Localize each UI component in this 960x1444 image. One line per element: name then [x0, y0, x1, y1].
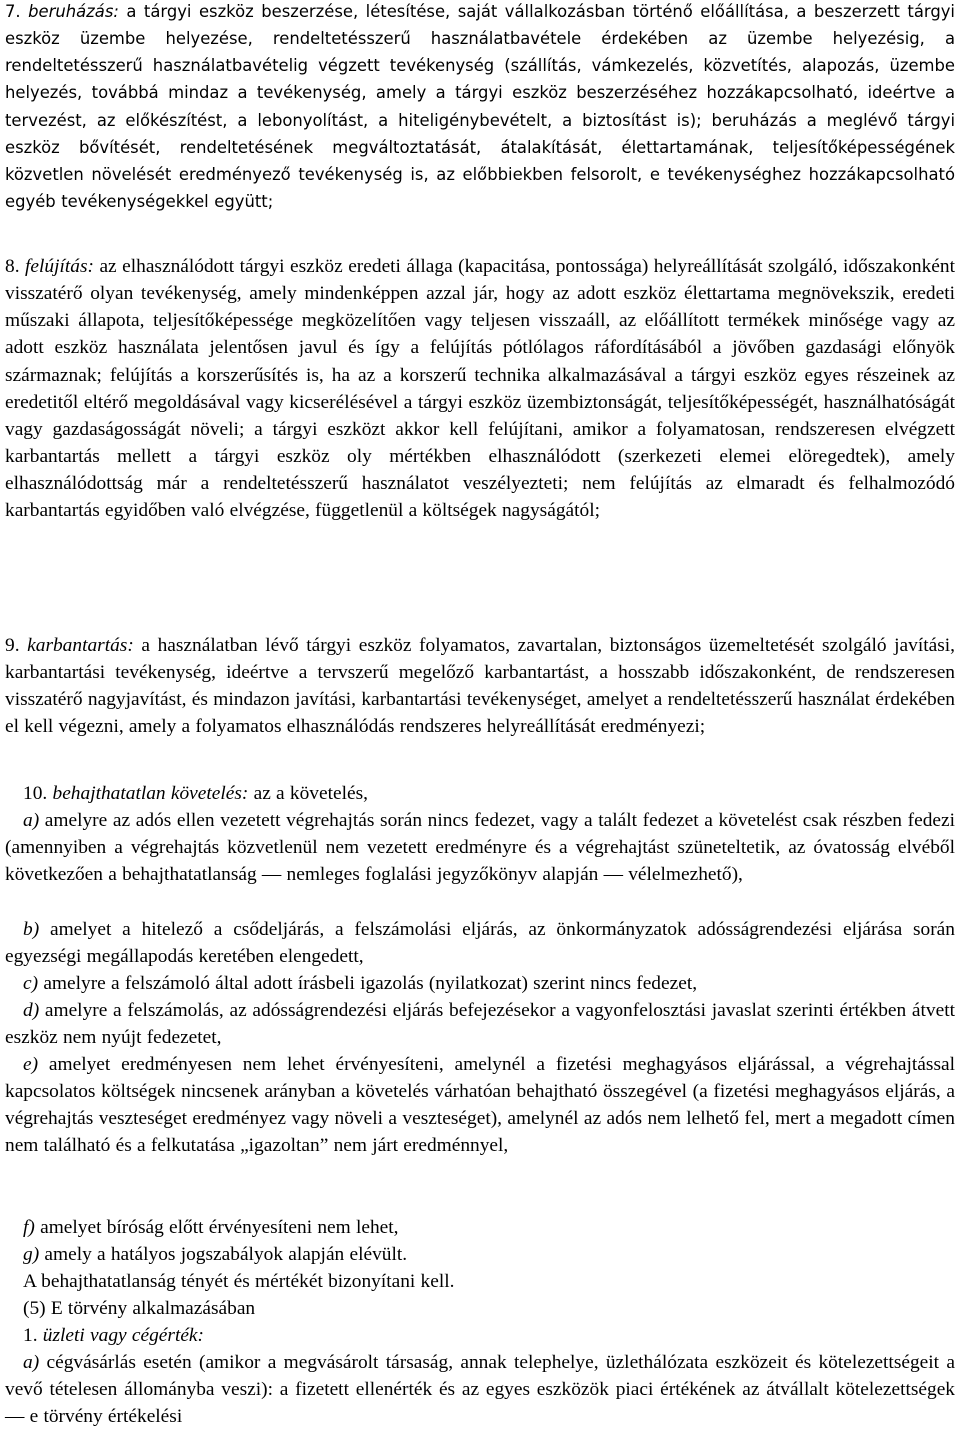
item-10-b [5, 916, 955, 970]
item-10-g-text: amely a hatályos jogszabályok alapján elévült. [44, 1244, 408, 1265]
item-10-b-label: b) [23, 919, 40, 940]
section-5-item-1-a-label: a) [23, 1352, 40, 1373]
item-10-c-label: c) [23, 973, 39, 994]
item-10-closing: A behajthatatlanság tényét és mértékét bizonyítani kell. [23, 1271, 455, 1292]
item-10-d-text: amelyre a felszámolás, az adósságrendezési eljárás befejezésekor a vagyonfelosztási javaslat szerinti értékben átvett eszköz nem nyújt fedezetet, [5, 1000, 955, 1049]
item-10-number: 10. [23, 783, 48, 804]
item-7-paragraph [5, 0, 955, 215]
item-10-f [5, 1214, 955, 1241]
item-10-c-text: amelyre a felszámoló által adott írásbeli igazolás (nyilatkozat) szerint nincs fedezet, [43, 973, 698, 994]
item-8-number: 8. [5, 256, 20, 277]
section-5-item-1-a-text: cégvásárlás esetén (amikor a megvásárolt társaság, annak telephelye, üzlethálózata eszközeit és kötelezettségeit a vevő tételesen állományba veszi): a fizetett ellenérték és az egyes eszközök piaci értékének az átvállalt kötelezettségek — e törvény értékelési [5, 1352, 955, 1428]
item-8-text: az elhasználódott tárgyi eszköz eredeti állaga (kapacitása, pontossága) helyreállítását szolgáló, időszakonként visszatérő olyan tevékenység, amely mindenképpen azzal jár, hogy az adott eszköz élettartama megnövekszik, eredeti műszaki állapota, teljesítőképessége megközelítően vagy teljesen visszaáll, az előállított termékek minősége vagy az adott eszköz használata jelentősen javul és így a felújítás pótlólagos ráfordításából a jövőben gazdasági előnyök származnak; felújítás a korszerűsítés is, ha az a korszerű technika alkalmazásával a tárgyi eszköz egyes részeinek az eredetitől eltérő megoldásával vagy kicserélésével a tárgyi eszköz üzembiztonságát, teljesítőképességét, használhatóságát vagy gazdaságosságát növeli; a tárgyi eszközt akkor kell felújítani, amikor a folyamatosan, rendszeresen elvégzett karbantartás mellett a tárgyi eszköz oly mértékben elhasználódott (szerkezeti elemei elöregedtek), amely elhasználódottság már a rendeltetésszerű használatot veszélyezteti; nem felújítás az elmaradt és felhalmozódó karbantartás egyidőben való elvégzése, függetlenül a költségek nagyságától; [5, 256, 955, 522]
item-10-f-label: f) [23, 1217, 35, 1238]
section-5-item-1-term: üzleti vagy cégérték: [42, 1325, 205, 1346]
item-10-c [5, 970, 955, 997]
item-10-d [5, 997, 955, 1051]
item-8-term: felújítás: [25, 256, 94, 277]
item-7-number: 7. [5, 2, 21, 21]
item-7-text: a tárgyi eszköz beszerzése, létesítése, saját vállalkozásban történő előállítása, a beszerzett tárgyi eszköz üzembe helyezése, rendeltetésszerű használatbavétele érdekében az üzembe helyezésig, a rendeltetésszerű használatbavételig végzett tevékenység (szállítás, vámkezelés, közvetítés, alapozás, üzembe helyezés, továbbá mindaz a tevékenység, amely a tárgyi eszköz beszerzéséhez hozzákapcsolható, ideértve a tervezést, az előkészítést, a lebonyolítást, a hiteligénybevételt, a biztosítást is); beruházás a meglévő tárgyi eszköz bővítését, rendeltetésének megváltoztatását, átalakítását, élettartamának, teljesítőképességének közvetlen növelését eredményező tevékenység is, az előbbiekben felsorolt, e tevékenységhez hozzákapcsolható egyéb tevékenységekkel együtt; [5, 2, 955, 212]
item-9-paragraph [5, 632, 955, 741]
item-10-paragraph [5, 780, 955, 807]
item-10-b-text: amelyet a hitelező a csődeljárás, a felszámolási eljárás, az önkormányzatok adósságrendezési eljárása során egyezségi megállapodás keretében elengedett, [5, 919, 955, 968]
section-5-item-1-number: 1. [23, 1325, 38, 1346]
item-10-a-label: a) [23, 810, 40, 831]
item-8-paragraph [5, 253, 955, 525]
item-10-f-text: amelyet bíróság előtt érvényesíteni nem lehet, [40, 1217, 399, 1238]
item-9-number: 9. [5, 635, 20, 656]
item-10-term: behajthatatlan követelés: [52, 783, 249, 804]
item-10-e-label: e) [23, 1054, 39, 1075]
section-5-heading: (5) E törvény alkalmazásában [23, 1298, 256, 1319]
item-10-g [5, 1241, 955, 1268]
item-7-term: beruházás: [28, 2, 119, 21]
item-10-a-text: amelyre az adós ellen vezetett végrehajtás során nincs fedezet, vagy a talált fedezet a követelést csak részben fedezi (amennyiben a végrehajtás közvetlenül nem vezetett eredményre és a végrehajtást szüneteltetik, az óvatosság elvéből következően a behajthatatlanság — nemleges foglalási jegyzőkönyv alapján — vélelmezhető), [5, 810, 955, 886]
item-9-text: a használatban lévő tárgyi eszköz folyamatos, zavartalan, biztonságos üzemeltetését szolgáló javítási, karbantartási tevékenység, ideértve a tervszerű megelőző karbantartást, a hosszabb időszakonként, de rendszeresen visszatérő nagyjavítást, és mindazon javítási, karbantartási tevékenységet, amelyet a rendeltetésszerű használat érdekében el kell végezni, amely a folyamatos elhasználódás rendszeres helyreállítását eredményezi; [5, 635, 955, 738]
item-9-term: karbantartás: [27, 635, 134, 656]
item-10-e [5, 1051, 955, 1160]
item-10-g-label: g) [23, 1244, 40, 1265]
section-5-item-1 [5, 1322, 955, 1349]
item-10-a [5, 807, 955, 888]
item-10-d-label: d) [23, 1000, 40, 1021]
item-10-text: az a követelés, [253, 783, 368, 804]
item-10-e-text: amelyet eredményesen nem lehet érvényesíteni, amelynél a fizetési meghagyásos eljárással, a végrehajtással kapcsolatos költségek nincsenek arányban a követelés várhatóan behajtható összegével (a fizetési meghagyásos eljárás, a végrehajtás veszteséget eredményez vagy növeli a veszteséget), amelynél az adós nem lelhető fel, mert a megadott címen nem található és a felkutatása „igazoltan” nem járt eredménnyel, [5, 1054, 955, 1157]
section-5-item-1-a [5, 1349, 955, 1430]
